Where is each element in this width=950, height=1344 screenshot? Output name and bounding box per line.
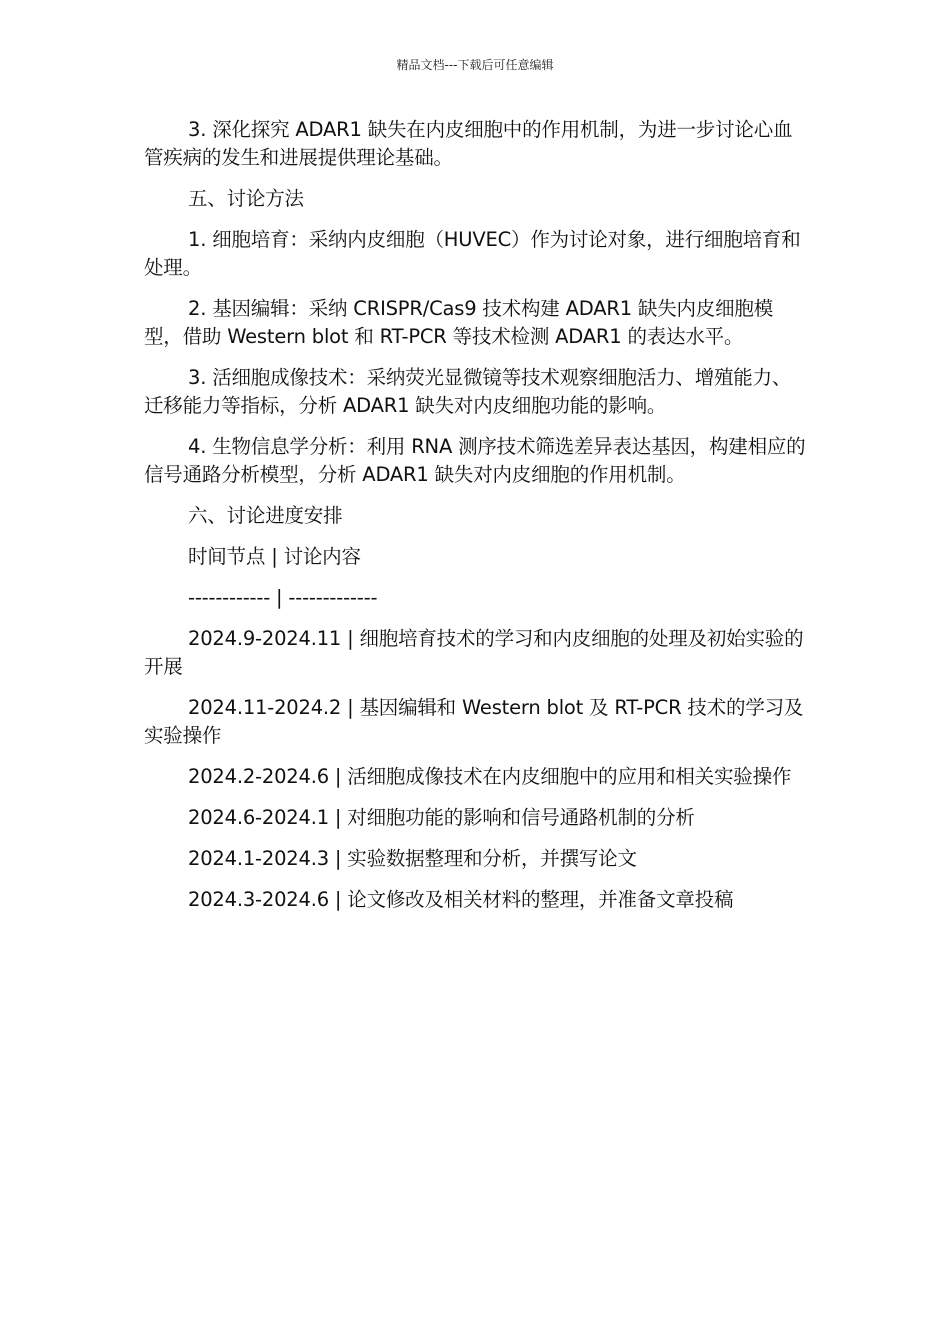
schedule-row-5: 2024.1-2024.3 | 实验数据整理和分析，并撰写论文 [188, 847, 637, 870]
page-header: 精品文档---下载后可任意编辑 [396, 58, 554, 72]
schedule-row-1: 2024.9-2024.11 | 细胞培育技术的学习和内皮细胞的处理及初始实验的开展 [144, 627, 804, 678]
schedule-row-6: 2024.3-2024.6 | 论文修改及相关材料的整理，并准备文章投稿 [188, 888, 734, 911]
schedule-row-3: 2024.2-2024.6 | 活细胞成像技术在内皮细胞中的应用和相关实验操作 [188, 765, 792, 788]
method-4-paragraph: 4. 生物信息学分析：利用 RNA 测序技术筛选差异表达基因，构建相应的信号通路分析模型，分析 ADAR1 缺失对内皮细胞的作用机制。 [144, 435, 806, 486]
schedule-table-header: 时间节点 | 讨论内容 [188, 545, 361, 568]
schedule-table-divider: ------------ | ------------- [188, 586, 378, 609]
schedule-row-2: 2024.11-2024.2 | 基因编辑和 Western blot 及 RT-PCR 技术的学习及实验操作 [144, 696, 804, 747]
objective-3-paragraph: 3. 深化探究 ADAR1 缺失在内皮细胞中的作用机制，为进一步讨论心血管疾病的发生和进展提供理论基础。 [144, 118, 793, 169]
method-3-paragraph: 3. 活细胞成像技术：采纳荧光显微镜等技术观察细胞活力、增殖能力、迁移能力等指标，分析 ADAR1 缺失对内皮细胞功能的影响。 [144, 366, 792, 417]
section-heading-methods: 五、讨论方法 [188, 187, 304, 210]
method-2-paragraph: 2. 基因编辑：采纳 CRISPR/Cas9 技术构建 ADAR1 缺失内皮细胞模型，借助 Western blot 和 RT-PCR 等技术检测 ADAR1 的表达水平。 [144, 297, 774, 348]
document-body [144, 116, 808, 927]
section-heading-schedule: 六、讨论进度安排 [188, 504, 343, 527]
schedule-row-4: 2024.6-2024.1 | 对细胞功能的影响和信号通路机制的分析 [188, 806, 695, 829]
method-1-paragraph: 1. 细胞培育：采纳内皮细胞（HUVEC）作为讨论对象，进行细胞培育和处理。 [144, 228, 801, 279]
